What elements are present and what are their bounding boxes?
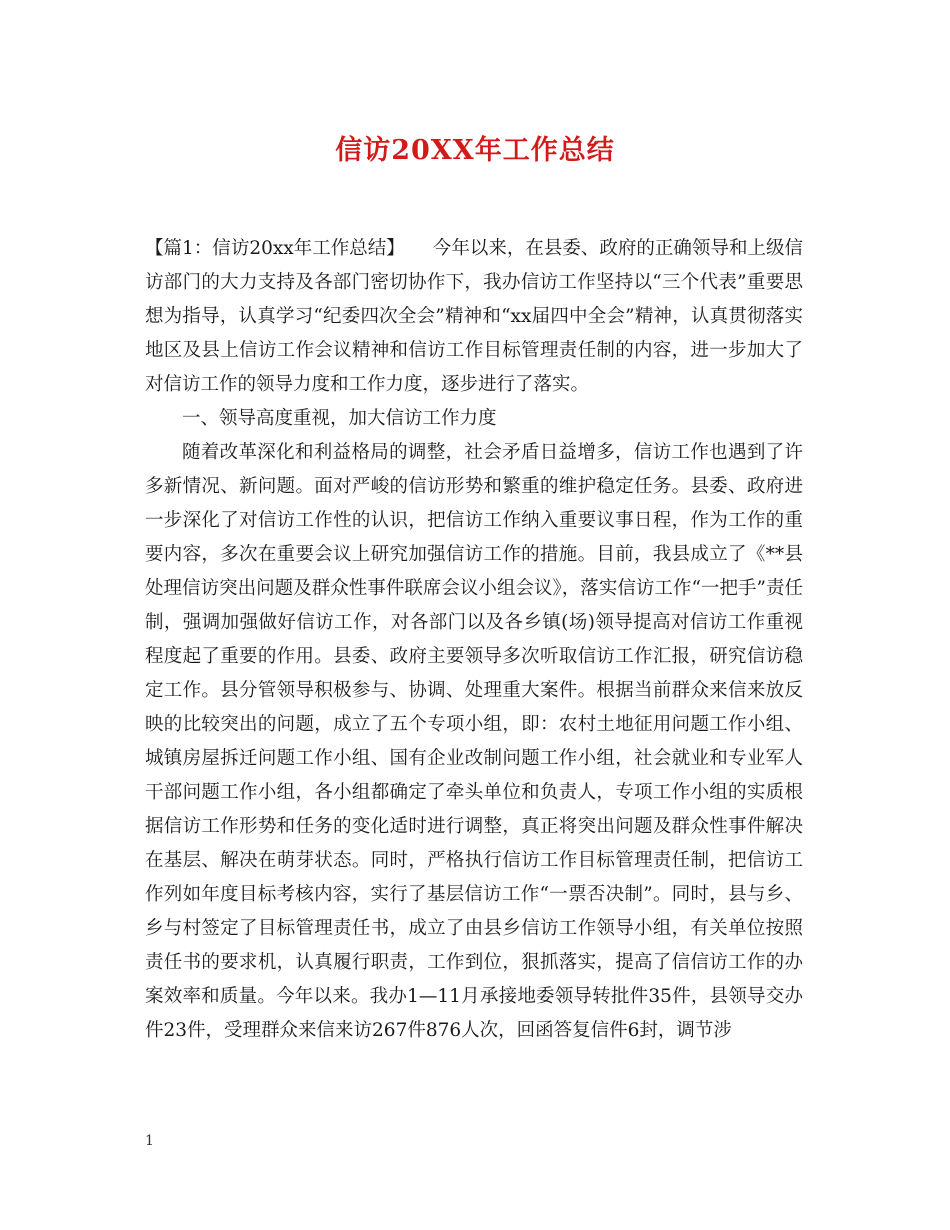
section-heading: 一、领导高度重视，加大信访工作力度	[182, 408, 497, 429]
body-paragraph: 随着改革深化和利益格局的调整，社会矛盾日益增多，信访工作也遇到了许多新情况、新问题。面对严峻的信访形势和繁重的维护稳定任务。县委、政府进一步深化了对信访工作性的认识，把信访工作纳入重要议事日程，作为工作的重要内容，多次在重要会议上研究加强信访工作的措施。目前，我县成立了《**县处理信访突出问题及群众性事件联席会议小组会议》，落实信访工作“一把手”责任制，强调加强做好信访工作，对各部门以及各乡镇(场)领导提高对信访工作重视程度起了重要的作用。县委、政府主要领导多次听取信访工作汇报，研究信访稳定工作。县分管领导积极参与、协调、处理重大案件。根据当前群众来信来放反映的比较突出的问题，成立了五个专项小组，即：农村土地征用问题工作小组、城镇房屋拆迁问题工作小组、国有企业改制问题工作小组，社会就业和专业军人干部问题工作小组，各小组都确定了牵头单位和负责人，专项工作小组的实质根据信访工作形势和任务的变化适时进行调整，真正将突出问题及群众性事件解决在基层、解决在萌芽状态。同时，严格执行信访工作目标管理责任制，把信访工作列如年度目标考核内容，实行了基层信访工作“一票否决制”。同时，县与乡、乡与村签定了目标管理责任书，成立了由县乡信访工作领导小组，有关单位按照责任书的要求机，认真履行职责，工作到位，狠抓落实，提高了信信访工作的办案效率和质量。今年以来。我办1—11月承接地委领导转批件35件，县领导交办件23件，受理群众来信来访267件876人次，回函答复信件6封，调节涉	[145, 442, 803, 1041]
lead-text: 今年以来，在县委、政府的正确领导和上级信访部门的大力支持及各部门密切协作下，我办信访工作坚持以“三个代表”重要思想为指导，认真学习“纪委四次全会”精神和“xx届四中全会”精神，认真贯彻落实地区及县上信访工作会议精神和信访工作目标管理责任制的内容，进一步加大了对信访工作的领导力度和工作力度，逐步进行了落实。	[145, 238, 803, 395]
page-number: 1	[145, 1133, 154, 1149]
document-title: 信访20XX年工作总结	[335, 135, 615, 166]
lead-paragraph	[145, 232, 803, 402]
document-body	[145, 232, 803, 1048]
lead-label: 【篇1：信访20xx年工作总结】	[145, 238, 405, 259]
